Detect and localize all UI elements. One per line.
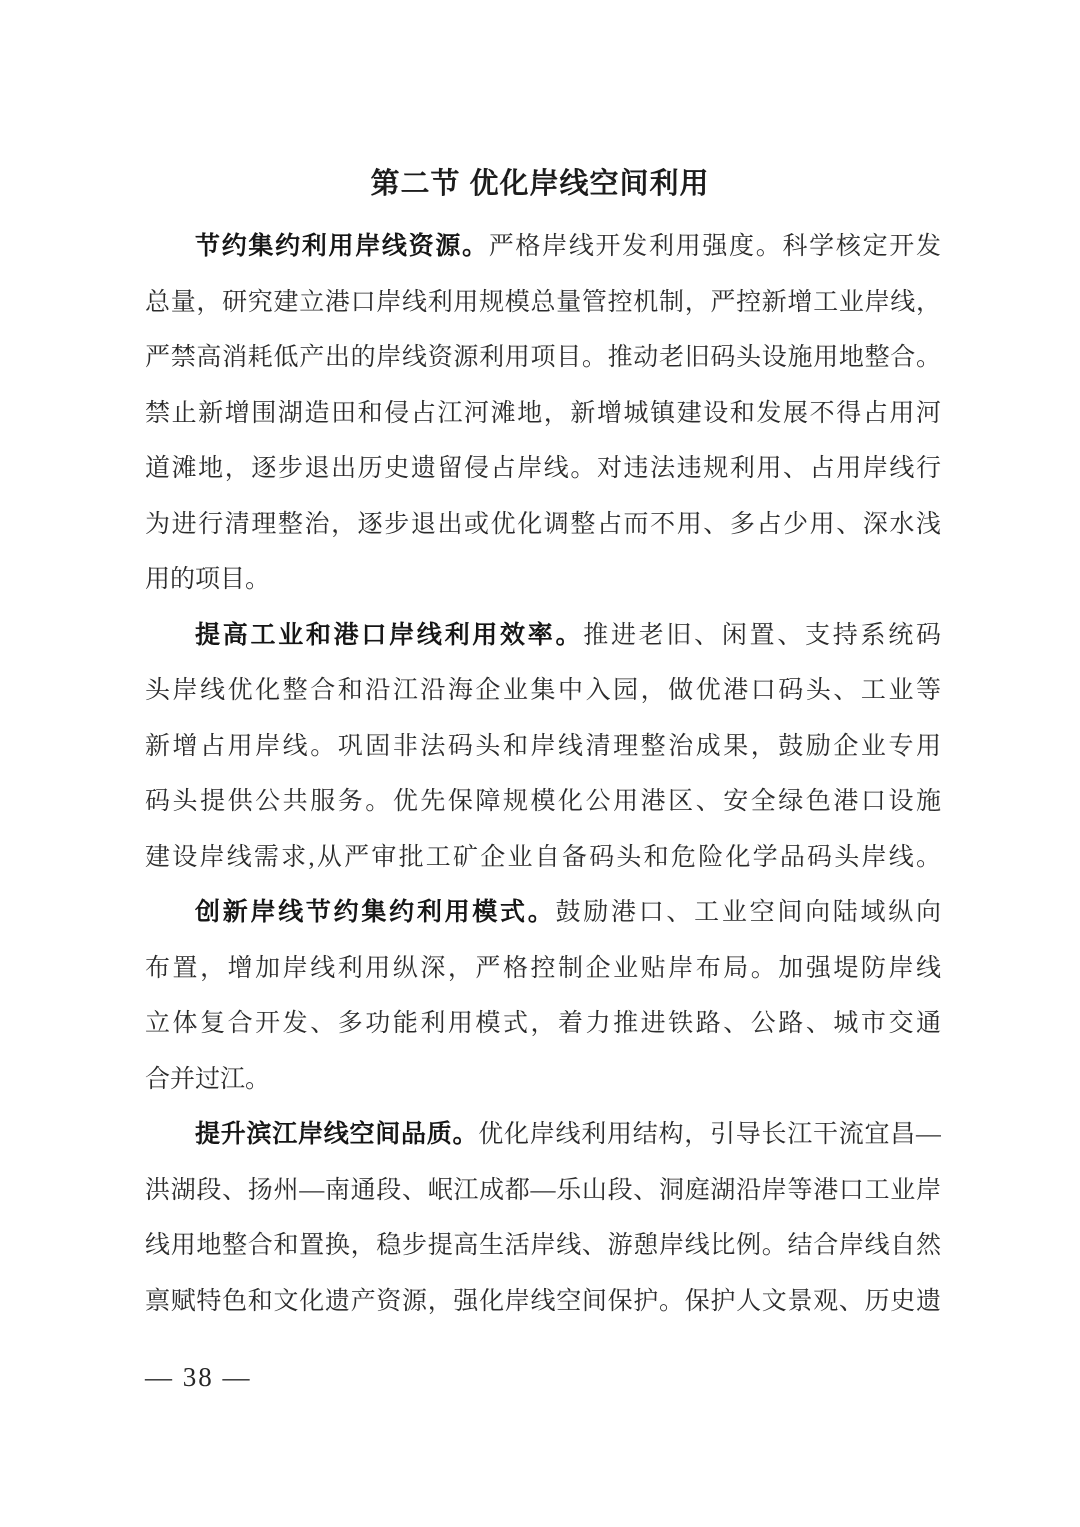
text-line: 禀赋特色和文化遗产资源，强化岸线空间保护。保护人文景观、历史遗 [145,1287,941,1315]
text-line: 建设岸线需求,从严审批工矿企业自备码头和危险化学品码头岸线。 [145,843,941,871]
paragraph-text: 严格岸线开发利用强度。科学核定开发 [488,233,941,260]
text-line: 总量，研究建立港口岸线利用规模总量管控机制，严控新增工业岸线， [145,288,941,316]
document-body [145,219,941,1329]
text-line: 新增占用岸线。巩固非法码头和岸线清理整治成果，鼓励企业专用 [145,732,941,760]
paragraph-2 [145,608,941,886]
text-line: 头岸线优化整合和沿江沿海企业集中入园，做优港口码头、工业等 [145,677,941,704]
text-line: 布置，增加岸线利用纵深，严格控制企业贴岸布局。加强堤防岸线 [145,954,941,982]
text-line [145,1107,941,1163]
paragraph-lead: 节约集约利用岸线资源。 [195,233,489,260]
text-line: 严禁高消耗低产出的岸线资源利用项目。推动老旧码头设施用地整合。 [145,344,941,371]
text-line [145,608,941,664]
section-title: 第二节 优化岸线空间利用 [370,168,710,200]
paragraph-1 [145,219,941,608]
text-line: 为进行清理整治，逐步退出或优化调整占而不用、多占少用、深水浅 [145,510,941,538]
text-line: 洪湖段、扬州—南通段、岷江成都—乐山段、洞庭湖沿岸等港口工业岸 [145,1176,941,1204]
text-line: 立体复合开发、多功能利用模式，着力推进铁路、公路、城市交通 [145,1010,941,1037]
paragraph-3 [145,885,941,1107]
paragraph-text: 推进老旧、闲置、支持系统码 [583,621,941,649]
text-line: 道滩地，逐步退出历史遗留侵占岸线。对违法违规利用、占用岸线行 [145,455,941,482]
text-line: 码头提供公共服务。优先保障规模化公用港区、安全绿色港口设施 [145,788,941,815]
text-line [145,219,941,275]
paragraph-text: 鼓励港口、工业空间向陆域纵向 [555,899,941,926]
page-number: — 38 — [145,1362,252,1392]
text-line: 合并过江。 [145,1065,271,1093]
paragraph-lead: 提高工业和港口岸线利用效率。 [195,621,584,649]
paragraph-lead: 创新岸线节约集约利用模式。 [195,899,556,926]
text-line: 线用地整合和置换，稳步提高生活岸线、游憩岸线比例。结合岸线自然 [145,1232,941,1259]
text-line: 禁止新增围湖造田和侵占江河滩地，新增城镇建设和发展不得占用河 [145,399,941,427]
paragraph-lead: 提升滨江岸线空间品质。 [195,1121,479,1148]
paragraph-text: 优化岸线利用结构，引导长江干流宜昌— [478,1121,941,1148]
text-line [145,885,941,941]
paragraph-4 [145,1107,941,1329]
text-line: 用的项目。 [145,566,271,593]
